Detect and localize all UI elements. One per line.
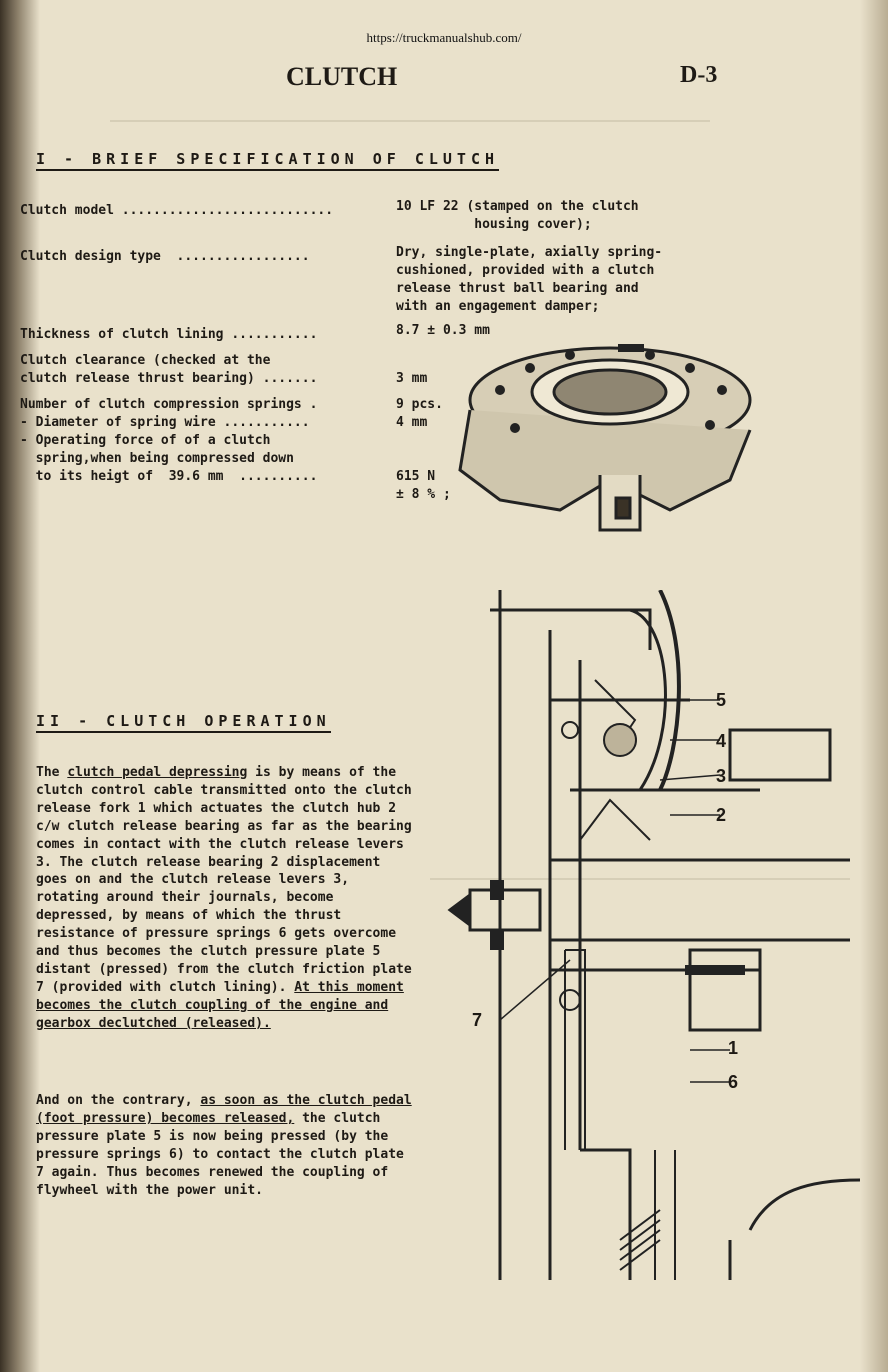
spec-label: Clutch clearance (checked at the clutch release thrust bearing) .......: [20, 353, 318, 386]
paragraph-text: the clutch pressure plate 5 is now being pressed (by the pressure springs 6) to contact the clutch plate 7 again. Thus becomes renewed the coupling of flywheel with the power unit.: [36, 1110, 404, 1198]
clutch-cover-illustration: [440, 330, 770, 540]
paragraph-text: is by means of the clutch control cable transmitted onto the clutch release fork 1 which actuates the clutch hub 2 c/w clutch release bearing as far as the bearing comes in contact with the clutch release levers 3. The clutch release bearing 2 displacement goes on and the clutch release levers 3, rotating around their journals, become depressed, by means of which the thrust resistance of pressure springs 6 gets overcome and thus becomes the clutch pressure plate 5 distant (pressed) from the clutch friction plate 7 (provided with clutch lining).: [36, 765, 412, 995]
bleed-through-line: [110, 120, 710, 122]
spec-value: 3 mm: [396, 371, 428, 386]
section-heading-text: II - CLUTCH OPERATION: [36, 712, 331, 730]
page-edge-shadow: [860, 0, 888, 1372]
underlined-text: as soon as the clutch pedal (foot pressure) becomes released,: [36, 1093, 412, 1126]
spec-value: Dry, single-plate, axially spring- cushioned, provided with a clutch release thrust ball bearing and with an engagement damper;: [396, 245, 663, 314]
spec-value: 8.7 ± 0.3 mm: [396, 323, 490, 338]
callout-1: 1: [728, 1038, 739, 1058]
section-heading-specification: I - BRIEF SPECIFICATION OF CLUTCH: [36, 150, 499, 171]
callout-3: 3: [716, 766, 727, 786]
callout-2: 2: [716, 805, 727, 825]
source-url: https://truckmanualshub.com/: [366, 30, 522, 45]
spec-value: 9 pcs. 4 mm 615 N ± 8 % ;: [396, 397, 451, 502]
clutch-cross-section-diagram: [430, 590, 860, 1280]
operation-paragraph-1: [36, 764, 416, 1033]
callout-7: 7: [472, 1010, 483, 1030]
callout-4: 4: [716, 731, 727, 751]
spec-label: Clutch model ...........................: [20, 203, 334, 218]
callout-5: 5: [716, 690, 727, 710]
operation-paragraph-2: [36, 1092, 416, 1199]
spec-label: Thickness of clutch lining ...........: [20, 327, 318, 342]
spec-label: Clutch design type .................: [20, 249, 310, 264]
spec-label: Number of clutch compression springs . - Diameter of spring wire ........... - Operating force of of a clutch spring,when being compressed down to its heigt of 39.6 mm ..........: [20, 397, 318, 484]
paragraph-text: The: [36, 765, 68, 780]
page-title: CLUTCH: [286, 62, 398, 91]
underlined-text: clutch pedal depressing: [67, 765, 248, 780]
spec-value: 10 LF 22 (stamped on the clutch housing cover);: [396, 199, 639, 232]
section-heading-operation: [36, 712, 331, 733]
paragraph-text: And on the contrary,: [36, 1093, 201, 1108]
underlined-text: At this moment becomes the clutch coupling of the engine and gearbox declutched (released).: [36, 979, 404, 1031]
callout-6: 6: [728, 1072, 739, 1092]
page-code: D-3: [680, 62, 718, 88]
